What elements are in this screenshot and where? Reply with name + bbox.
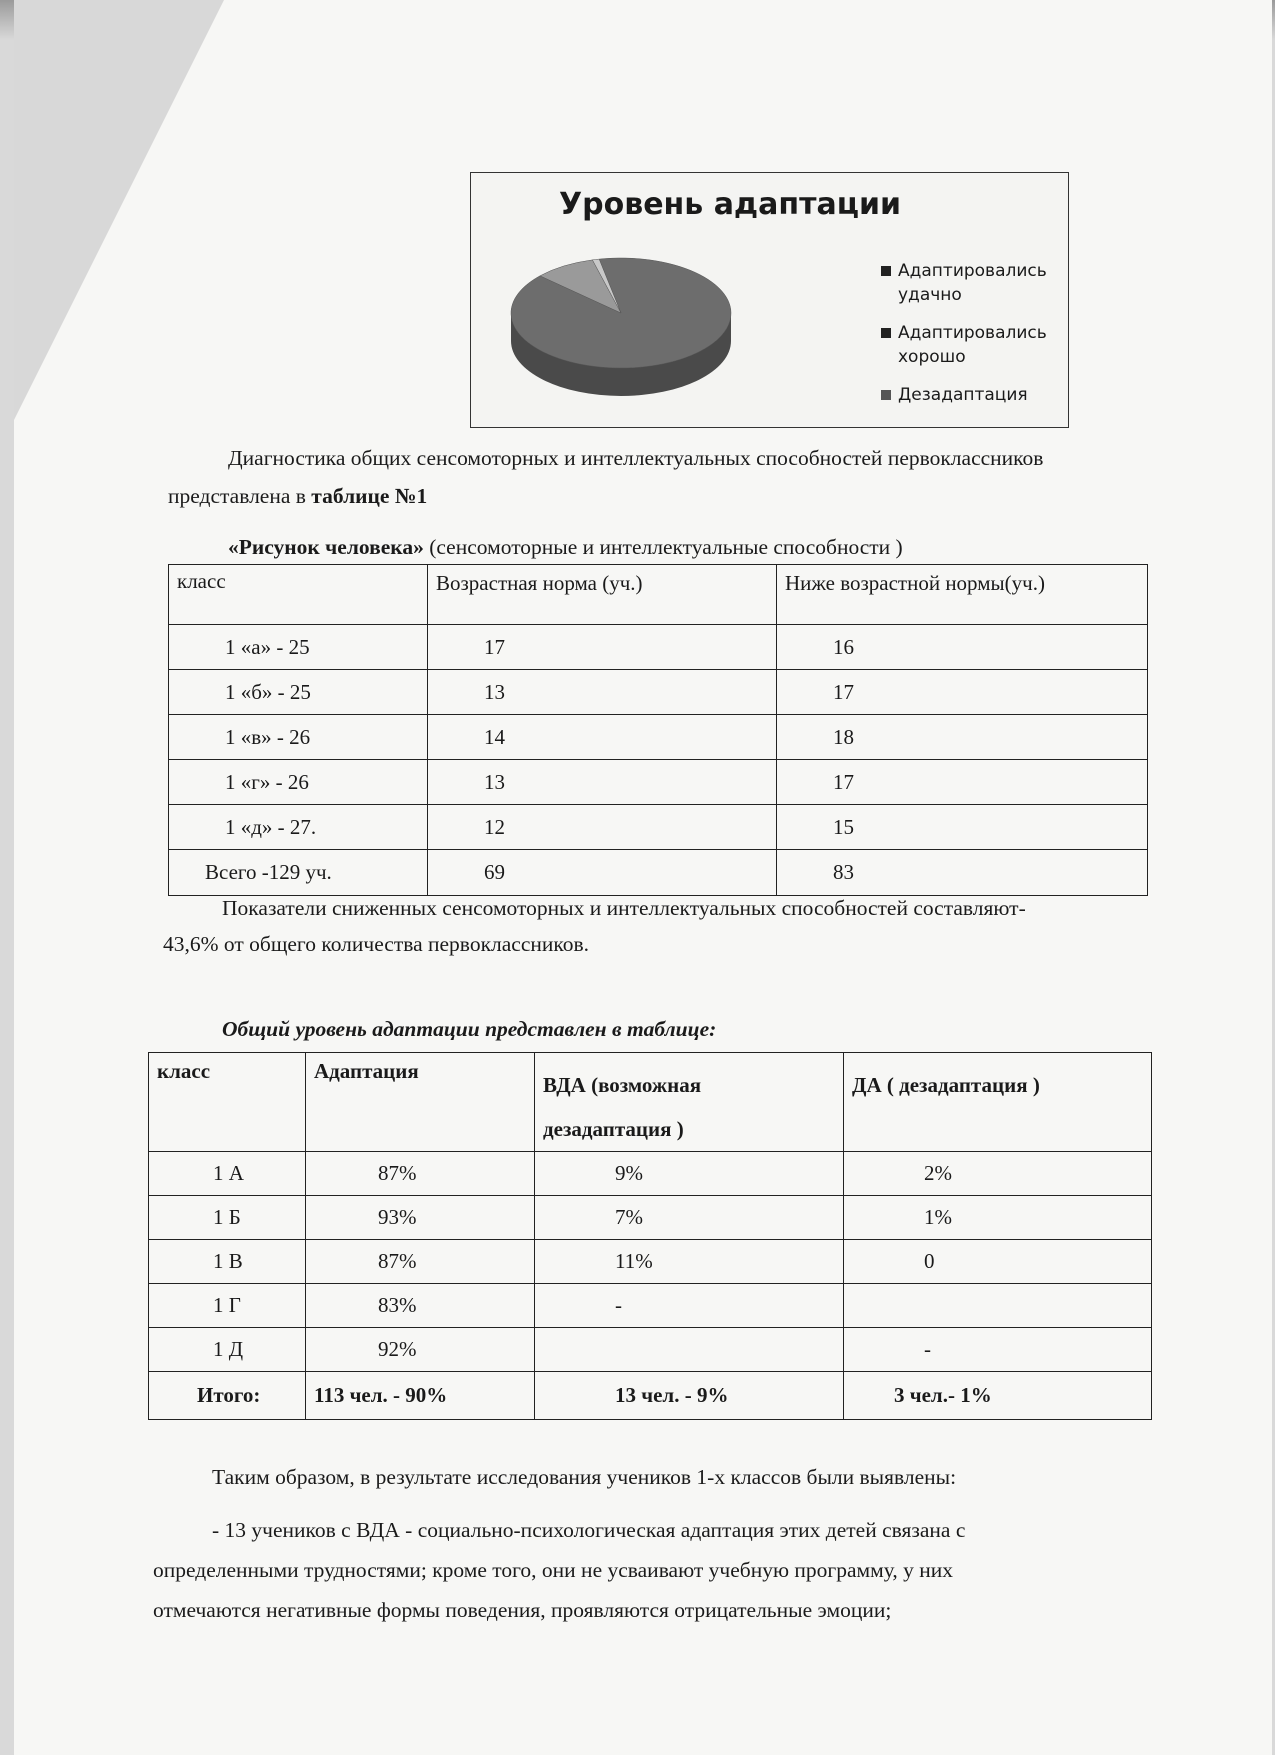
table-header-row	[149, 1053, 1152, 1152]
cell-vda	[535, 1328, 844, 1372]
legend-swatch	[881, 266, 891, 276]
table-row	[169, 760, 1148, 805]
header-vda	[535, 1053, 844, 1152]
summary-line-2: 43,6% от общего количества первоклассников.	[163, 932, 590, 956]
table-row	[149, 1152, 1152, 1196]
header-vda-line2: дезадаптация )	[543, 1117, 684, 1141]
conclusion-line-4: отмечаются негативные формы поведения, проявляются отрицательные эмоции;	[153, 1598, 892, 1622]
header-adaptation: Адаптация	[306, 1053, 535, 1152]
legend-item	[881, 383, 1073, 407]
cell-adaptation: 113 чел. - 90%	[306, 1372, 535, 1420]
table-row	[169, 625, 1148, 670]
summary-line-1: Показатели сниженных сенсомоторных и интеллектуальных способностей составляют-	[222, 896, 1026, 920]
cell-class: 1 А	[149, 1152, 306, 1196]
header-vda-line1: ВДА (возможная	[543, 1073, 702, 1097]
legend-label: Дезадаптация	[898, 385, 1028, 405]
header-class: класс	[169, 565, 428, 625]
legend-swatch	[881, 328, 891, 338]
folded-corner-shadow	[14, 0, 224, 420]
legend-label: Адаптировались хорошо	[898, 323, 1047, 367]
cell-vda: 9%	[535, 1152, 844, 1196]
legend-item	[881, 259, 1073, 307]
cell-below: 17	[777, 670, 1148, 715]
cell-adaptation: 93%	[306, 1196, 535, 1240]
cell-class: 1 «а» - 25	[169, 625, 428, 670]
conclusion-line-2: - 13 учеников с ВДА - социально-психологическая адаптация этих детей связана с	[212, 1518, 966, 1542]
adaptation-pie-chart	[470, 172, 1069, 428]
cell-below: 16	[777, 625, 1148, 670]
legend-swatch	[881, 390, 891, 400]
table-ref: таблице №1	[311, 484, 428, 508]
cell-norm: 69	[428, 850, 777, 896]
table-row	[149, 1328, 1152, 1372]
table-header-row	[169, 565, 1148, 625]
table-row	[149, 1240, 1152, 1284]
legend-label: Адаптировались удачно	[898, 261, 1047, 305]
cell-class: 1 «в» - 26	[169, 715, 428, 760]
table2-caption: Общий уровень адаптации представлен в таблице:	[222, 1017, 717, 1041]
cell-vda: -	[535, 1284, 844, 1328]
cell-norm: 17	[428, 625, 777, 670]
cell-adaptation: 87%	[306, 1152, 535, 1196]
chart-legend	[881, 259, 1073, 421]
cell-vda: 11%	[535, 1240, 844, 1284]
table-adaptation	[148, 1052, 1152, 1420]
cell-vda: 7%	[535, 1196, 844, 1240]
cell-adaptation: 92%	[306, 1328, 535, 1372]
table-row	[169, 715, 1148, 760]
figure-caption	[228, 533, 903, 561]
cell-da: 1%	[844, 1196, 1152, 1240]
cell-norm: 13	[428, 760, 777, 805]
table-sensorimotor	[168, 564, 1148, 896]
intro-prefix: представлена в	[168, 484, 312, 508]
cell-class: Итого:	[149, 1372, 306, 1420]
cell-class: 1 Б	[149, 1196, 306, 1240]
header-below-norm: Ниже возрастной нормы(уч.)	[777, 565, 1148, 625]
cell-norm: 12	[428, 805, 777, 850]
legend-item	[881, 321, 1073, 369]
cell-class: 1 В	[149, 1240, 306, 1284]
table-row	[169, 670, 1148, 715]
cell-vda: 13 чел. - 9%	[535, 1372, 844, 1420]
cell-da: 0	[844, 1240, 1152, 1284]
cell-da: 2%	[844, 1152, 1152, 1196]
cell-below: 15	[777, 805, 1148, 850]
cell-norm: 13	[428, 670, 777, 715]
cell-below: 18	[777, 715, 1148, 760]
cell-below: 17	[777, 760, 1148, 805]
cell-class: 1 «б» - 25	[169, 670, 428, 715]
chart-title: Уровень адаптации	[559, 187, 902, 222]
intro-line-1: Диагностика общих сенсомоторных и интеллектуальных способностей первоклассников	[228, 446, 1044, 470]
cell-class: 1 «д» - 27.	[169, 805, 428, 850]
cell-below: 83	[777, 850, 1148, 896]
cell-da	[844, 1284, 1152, 1328]
table-row	[149, 1284, 1152, 1328]
cell-class: Всего -129 уч.	[169, 850, 428, 896]
header-da: ДА ( дезадаптация )	[844, 1053, 1152, 1152]
table-row-total	[149, 1372, 1152, 1420]
conclusion-line-1: Таким образом, в результате исследования учеников 1-х классов были выявлены:	[212, 1465, 957, 1489]
cell-adaptation: 83%	[306, 1284, 535, 1328]
cell-adaptation: 87%	[306, 1240, 535, 1284]
table-row	[149, 1196, 1152, 1240]
header-norm: Возрастная норма (уч.)	[428, 565, 777, 625]
header-class: класс	[149, 1053, 306, 1152]
cell-class: 1 Г	[149, 1284, 306, 1328]
cell-norm: 14	[428, 715, 777, 760]
figure-desc: (сенсомоторные и интеллектуальные способности )	[423, 535, 903, 559]
cell-da: -	[844, 1328, 1152, 1372]
intro-line-2	[168, 482, 427, 510]
cell-class: 1 «г» - 26	[169, 760, 428, 805]
figure-title: «Рисунок человека»	[228, 535, 424, 559]
cell-class: 1 Д	[149, 1328, 306, 1372]
table-row-total	[169, 850, 1148, 896]
conclusion-line-3: определенными трудностями; кроме того, они не усваивают учебную программу, у них	[153, 1558, 953, 1582]
cell-da: 3 чел.- 1%	[844, 1372, 1152, 1420]
table-row	[169, 805, 1148, 850]
